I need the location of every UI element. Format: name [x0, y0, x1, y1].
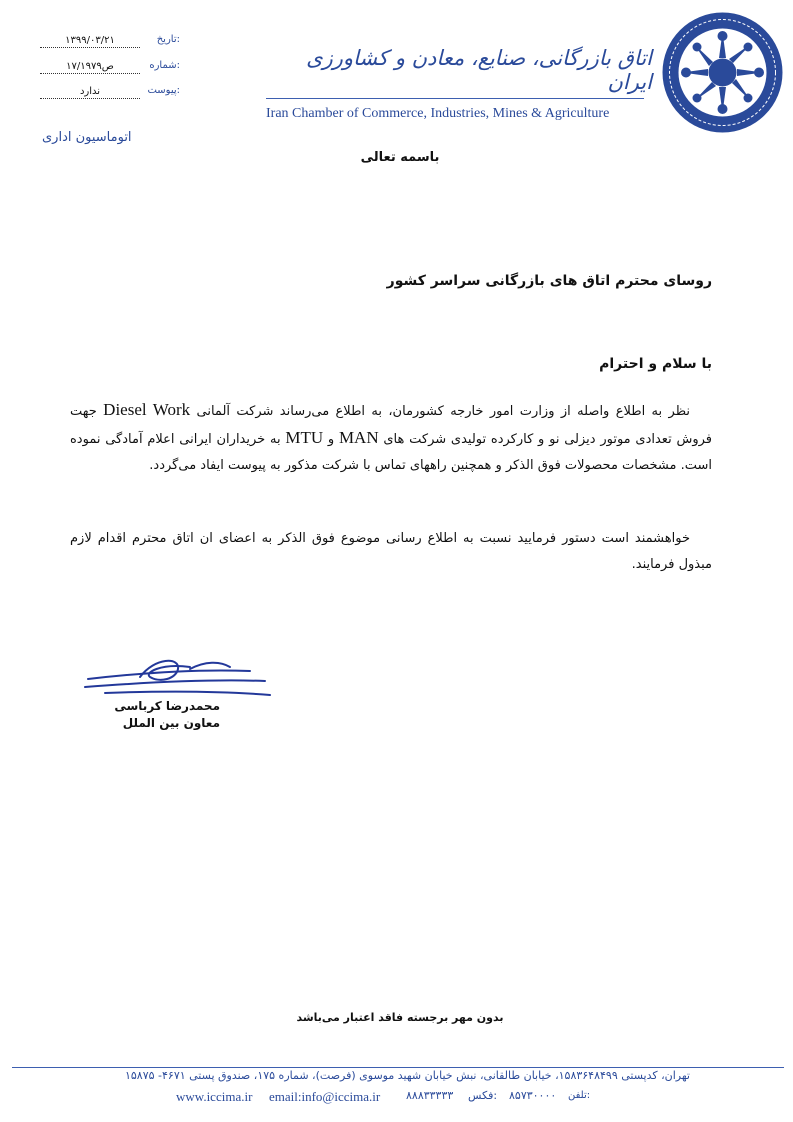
website-link[interactable]: www.iccima.ir	[176, 1089, 253, 1104]
fax-number: ۸۸۸۳۳۳۳۳	[406, 1089, 454, 1102]
p1-and: و	[323, 432, 339, 447]
iccima-logo	[660, 10, 785, 135]
invocation: باسمه تعالی	[360, 150, 440, 165]
p1-middle: جهت فروش تعدادی موتور دیزلی نو و کارکرده تولیدی شرکت های	[70, 404, 712, 447]
attachment-label: پیوست:	[147, 85, 180, 96]
automation-stamp: اتوماسیون اداری	[42, 130, 132, 145]
date-value: ۱۳۹۹/۰۳/۲۱	[40, 34, 140, 48]
footer-rule	[12, 1067, 784, 1068]
phone-number: ۸۵۷۳۰۰۰۰	[509, 1089, 557, 1102]
number-value: ۱۷/۱۹۷۹ص	[40, 60, 140, 74]
date-row	[40, 34, 180, 50]
p1-intro: نظر به اطلاع واصله از وزارت امور خارجه کشورمان، به اطلاع می‌رساند شرکت آلمانی	[190, 404, 690, 419]
brand-man: MAN	[338, 428, 379, 447]
recipient-line: روسای محترم اتاق های بازرگانی سراسر کشور	[386, 273, 712, 289]
phone-label: تلفن:	[568, 1090, 591, 1101]
org-name-fa: اتاق بازرگانی، صنایع، معادن و کشاورزی ایران	[306, 46, 652, 94]
number-row	[40, 60, 180, 76]
greeting: با سلام و احترام	[599, 356, 712, 372]
footer-contacts	[176, 1089, 596, 1107]
date-label: تاریخ:	[156, 34, 180, 45]
p1-closing: به خریداران ایرانی اعلام آمادگی نموده است. مشخصات محصولات فوق الذکر و همچنین راههای تماس با شرکت مذکور به پیوست ایفاد می‌گردد.	[70, 432, 712, 473]
logo-seal-icon	[660, 10, 785, 135]
number-label: شماره:	[149, 60, 180, 71]
body-paragraph-2: خواهشمند است دستور فرمایید نسبت به اطلاع رسانی موضوع فوق الذکر به اعضای ان اتاق محترم اقدام لازم مبذول فرمایند.	[70, 531, 712, 572]
org-name-en: Iran Chamber of Commerce, Industries, Mines & Agriculture	[266, 106, 610, 121]
header-rule	[266, 98, 644, 99]
signer-title: معاون بین الملل	[122, 716, 220, 730]
signature-scribble	[80, 655, 280, 705]
attachment-row	[40, 85, 180, 101]
brand-mtu: MTU	[285, 428, 324, 447]
fax-label: فکس:	[468, 1089, 498, 1102]
email-link[interactable]: email:info@iccima.ir	[269, 1089, 381, 1104]
validity-notice: بدون مهر برجسته فاقد اعتبار می‌باشد	[296, 1011, 504, 1024]
footer-address: تهران، کدپستی ۱۵۸۳۶۴۸۴۹۹، خیابان طالقانی، نبش خیابان شهید موسوی (فرصت)، شماره ۱۷۵، صندوق پستی ۴۶۷۱- ۱۵۸۷۵	[124, 1069, 690, 1082]
handwritten-signature-icon	[80, 655, 280, 705]
company-name: Diesel Work	[103, 400, 191, 419]
body-paragraph-1	[70, 397, 712, 479]
attachment-value: ندارد	[40, 85, 140, 99]
signer-name: محمدرضا کرباسی	[114, 699, 220, 713]
